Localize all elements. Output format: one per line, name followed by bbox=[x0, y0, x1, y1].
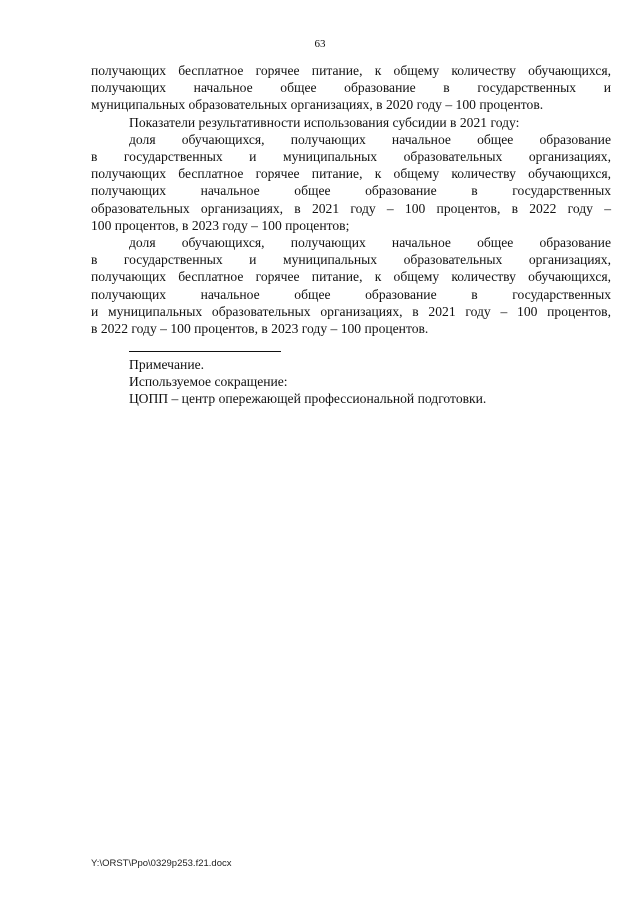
text-line: в государственных и муниципальных образовательных организациях, bbox=[91, 252, 611, 268]
text-line: Показатели результативности использования субсидии в 2021 году: bbox=[129, 114, 520, 130]
notes-subtitle: Используемое сокращение: bbox=[129, 374, 288, 390]
text-line: получающих начальное общее образование в государственных bbox=[91, 183, 611, 199]
paragraph-continuation bbox=[91, 62, 611, 114]
document-body bbox=[91, 62, 611, 337]
text-line: 100 процентов, в 2023 году – 100 процентов; bbox=[91, 217, 350, 233]
text-line: получающих начальное общее образование в государственных и bbox=[91, 80, 611, 96]
page-number: 63 bbox=[314, 38, 326, 50]
paragraph-indicators-heading bbox=[91, 114, 611, 131]
text-line: доля обучающихся, получающих начальное общее образование bbox=[129, 235, 611, 251]
text-line: в государственных и муниципальных образовательных организациях, bbox=[91, 149, 611, 165]
text-line: и муниципальных образовательных организациях, в 2021 году – 100 процентов, bbox=[91, 303, 611, 319]
text-line: получающих начальное общее образование в государственных bbox=[91, 286, 611, 302]
text-line: доля обучающихся, получающих начальное общее образование bbox=[129, 131, 611, 147]
paragraph-indicator-2 bbox=[91, 234, 611, 337]
text-line: получающих бесплатное горячее питание, к общему количеству обучающихся, bbox=[91, 269, 611, 285]
text-line: образовательных организациях, в 2021 году – 100 процентов, в 2022 году – bbox=[91, 200, 611, 216]
text-line: муниципальных образовательных организациях, в 2020 году – 100 процентов. bbox=[91, 97, 544, 113]
notes-divider bbox=[129, 351, 281, 352]
text-line: получающих бесплатное горячее питание, к общему количеству обучающихся, bbox=[91, 166, 611, 182]
notes-abbreviation: ЦОПП – центр опережающей профессиональной подготовки. bbox=[129, 391, 487, 407]
text-line: получающих бесплатное горячее питание, к общему количеству обучающихся, bbox=[91, 63, 611, 78]
footer-file-path: Y:\ORST\Ppo\0329p253.f21.docx bbox=[91, 858, 232, 869]
text-line: в 2022 году – 100 процентов, в 2023 году – 100 процентов. bbox=[91, 321, 429, 337]
notes-section bbox=[129, 351, 609, 408]
paragraph-indicator-1 bbox=[91, 131, 611, 234]
notes-title: Примечание. bbox=[129, 357, 205, 372]
